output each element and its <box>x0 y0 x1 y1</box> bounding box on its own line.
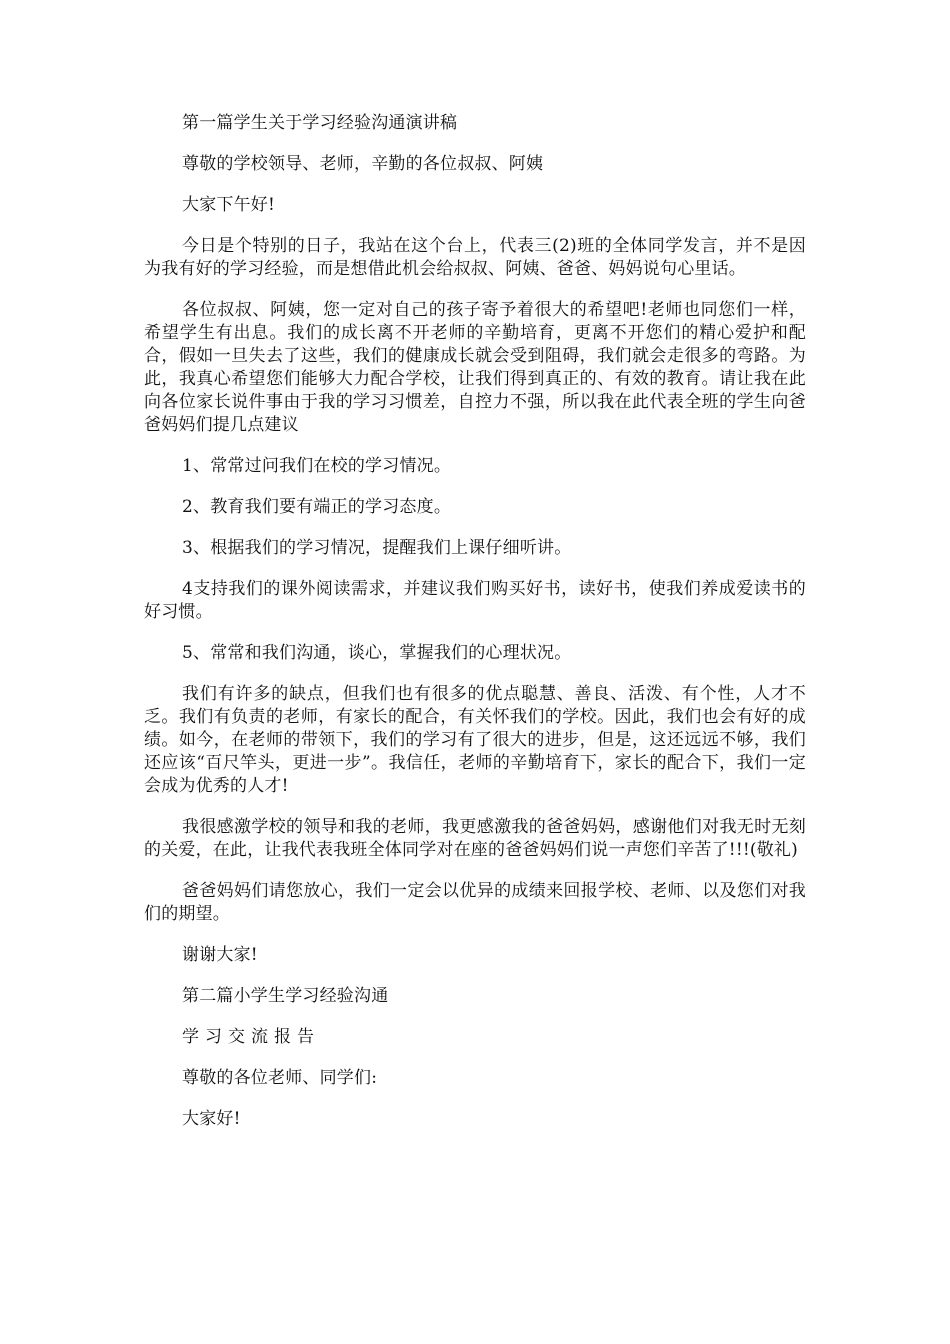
section-1-title: 第一篇学生关于学习经验沟通演讲稿 <box>182 113 458 133</box>
closing-thanks: 谢谢大家! <box>182 945 258 965</box>
suggestion-item: 3、根据我们的学习情况，提醒我们上课仔细听讲。 <box>182 538 572 558</box>
body-paragraph: 今日是个特别的日子，我站在这个台上，代表三(2)班的全体同学发言，并不是因为我有好的学习经验，而是想借此机会给叔叔、阿姨、爸爸、妈妈说句心里话。 <box>144 236 806 279</box>
document-page <box>144 112 806 1149</box>
report-title: 学习交流报告 <box>182 1027 320 1047</box>
body-paragraph: 爸爸妈妈们请您放心，我们一定会以优异的成绩来回报学校、老师、以及您们对我们的期望。 <box>144 881 806 924</box>
greeting: 大家下午好! <box>182 195 276 215</box>
section-2-title: 第二篇小学生学习经验沟通 <box>182 986 389 1006</box>
suggestion-item: 5、常常和我们沟通，谈心，掌握我们的心理状况。 <box>182 643 572 663</box>
body-paragraph: 我们有许多的缺点，但我们也有很多的优点聪慧、善良、活泼、有个性，人才不乏。我们有负责的老师，有家长的配合，有关怀我们的学校。因此，我们也会有好的成绩。如今，在老师的带领下，我们的学习有了很大的进步，但是，这还远远不够，我们还应该“百尺竿头，更进一步”。我信任，老师的辛勤培育下，家长的配合下，我们一定会成为优秀的人才! <box>144 684 806 796</box>
suggestion-item: 1、常常过问我们在校的学习情况。 <box>182 456 452 476</box>
salutation: 尊敬的学校领导、老师，辛勤的各位叔叔、阿姨 <box>182 154 544 174</box>
suggestion-item: 2、教育我们要有端正的学习态度。 <box>182 497 452 517</box>
greeting: 大家好! <box>182 1109 241 1129</box>
body-paragraph: 各位叔叔、阿姨，您一定对自己的孩子寄予着很大的希望吧!老师也同您们一样，希望学生有出息。我们的成长离不开老师的辛勤培育，更离不开您们的精心爱护和配合，假如一旦失去了这些，我们的健康成长就会受到阻碍，我们就会走很多的弯路。为此，我真心希望您们能够大力配合学校，让我们得到真正的、有效的教育。请让我在此向各位家长说件事由于我的学习习惯差，自控力不强，所以我在此代表全班的学生向爸爸妈妈们提几点建议 <box>144 300 806 435</box>
salutation: 尊敬的各位老师、同学们: <box>182 1068 378 1088</box>
suggestion-item: 4支持我们的课外阅读需求，并建议我们购买好书，读好书，使我们养成爱读书的好习惯。 <box>144 579 806 622</box>
body-paragraph: 我很感激学校的领导和我的老师，我更感激我的爸爸妈妈，感谢他们对我无时无刻的关爱，在此，让我代表我班全体同学对在座的爸爸妈妈们说一声您们辛苦了!!!(敬礼) <box>144 817 806 860</box>
